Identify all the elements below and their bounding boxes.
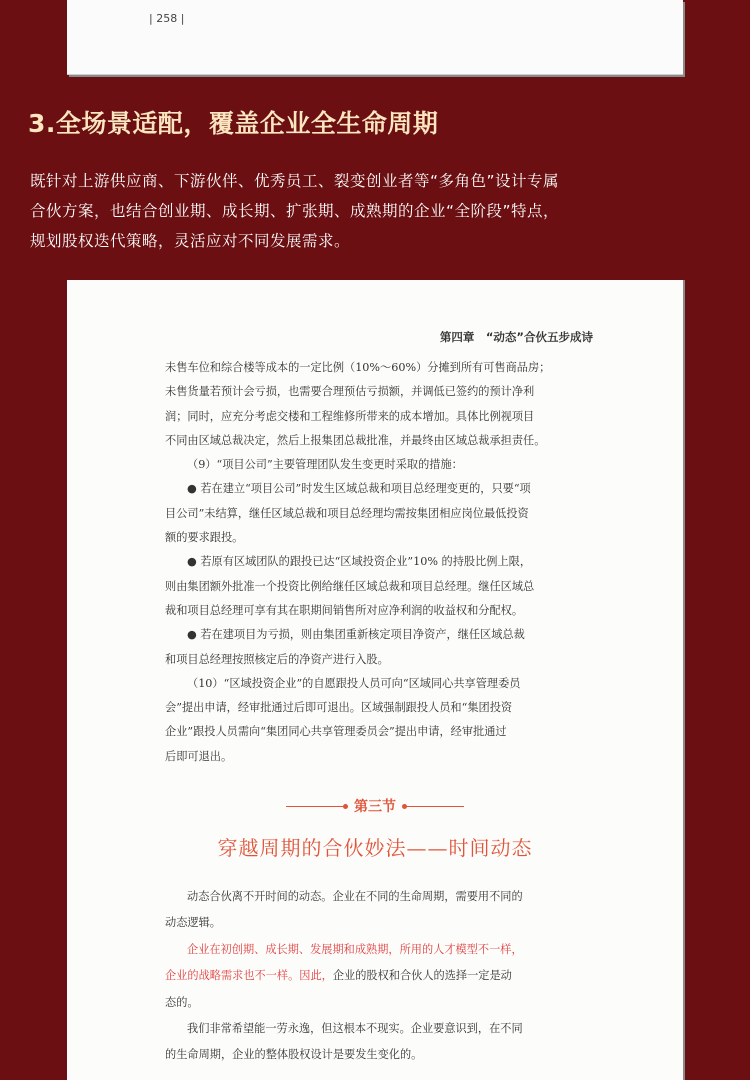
text-line: 后即可退出。 (165, 749, 233, 763)
divider-right (404, 806, 464, 807)
text-line: 额的要求跟投。 (165, 531, 244, 545)
body-text (165, 356, 597, 769)
text-line (165, 963, 597, 989)
text-line: （10）“区域投资企业”的自愿跟投人员可向“区域同心共享管理委员 (187, 676, 521, 690)
divider-left (286, 806, 346, 807)
highlighted-text: 企业的战略需求也不一样。因此， (165, 969, 333, 983)
text-line: 则由集团额外批准一个投资比例给继任区域总裁和项目总经理。继任区域总 (165, 579, 535, 593)
book-page (67, 280, 683, 1080)
previous-page-bottom (67, 0, 683, 75)
section-header (67, 796, 683, 861)
text-line: 不同由区域总裁决定，然后上报集团总裁批准，并最终由区域总裁承担责任。 (165, 433, 546, 447)
text-line: 动态逻辑。 (165, 916, 221, 930)
text-line: 企业”跟投人员需向“集团同心共享管理委员会”提出申请，经审批通过 (165, 725, 507, 739)
section-body-text (165, 884, 597, 1069)
text-line: 目公司”未结算，继任区域总裁和项目总经理均需按集团相应岗位最低投资 (165, 506, 529, 520)
text-line: ● 若在建立“项目公司”时发生区域总裁和项目总经理变更的，只要“项 (187, 482, 531, 496)
intro-paragraph (30, 166, 722, 256)
text-line: 裁和项目总经理可享有其在职期间销售所对应净利润的收益权和分配权。 (165, 603, 524, 617)
text-line: 企业在初创期、成长期、发展期和成熟期，所用的人才模型不一样， (187, 942, 523, 956)
text-line: 动态合伙离不开时间的动态。企业在不同的生命周期，需要用不同的 (187, 890, 523, 903)
text-line: 我们非常希望能一劳永逸，但这根本不现实。企业要意识到，在不同 (187, 1021, 523, 1035)
section-title: 穿越周期的合伙妙法——时间动态 (217, 836, 533, 860)
text-line: （9）“项目公司”主要管理团队发生变更时采取的措施： (187, 458, 463, 472)
text-line: 态的。 (165, 995, 199, 1009)
text-line: 会”提出申请，经审批通过后即可退出。区域强制跟投人员和“集团投资 (165, 701, 513, 715)
section-number: 第三节 (354, 799, 396, 815)
text-line: 未售货量若预计会亏损，也需要合理预估亏损额，并调低已签约的预计净利 (165, 385, 535, 399)
text-line: 的生命周期，企业的整体股权设计是要发生变化的。 (165, 1048, 423, 1062)
text-line: 未售车位和综合楼等成本的一定比例（10%～60%）分摊到所有可售商品房； (165, 361, 551, 374)
intro-line: 规划股权迭代策略，灵活应对不同发展需求。 (30, 232, 351, 250)
section-heading: 3.全场景适配，覆盖企业全生命周期 (28, 109, 439, 138)
plain-text: 企业的股权和合伙人的选择一定是动 (332, 969, 512, 983)
page-number: | 258 | (149, 12, 185, 25)
text-line: ● 若在建项目为亏损，则由集团重新核定项目净资产，继任区域总裁 (187, 628, 525, 642)
intro-line: 合伙方案，也结合创业期、成长期、扩张期、成熟期的企业“全阶段”特点， (30, 202, 560, 220)
intro-line: 既针对上游供应商、下游伙伴、优秀员工、裂变创业者等“多角色”设计专属 (30, 172, 560, 190)
text-line: 润；同时，应充分考虑交楼和工程维修所带来的成本增加。具体比例视项目 (165, 409, 535, 423)
running-head: 第四章 “动态”合伙五步成诗 (439, 330, 593, 344)
text-line: ● 若原有区域团队的跟投已达“区域投资企业”10% 的持股比例上限， (187, 555, 532, 569)
text-line: 和项目总经理按照核定后的净资产进行入股。 (165, 652, 389, 666)
